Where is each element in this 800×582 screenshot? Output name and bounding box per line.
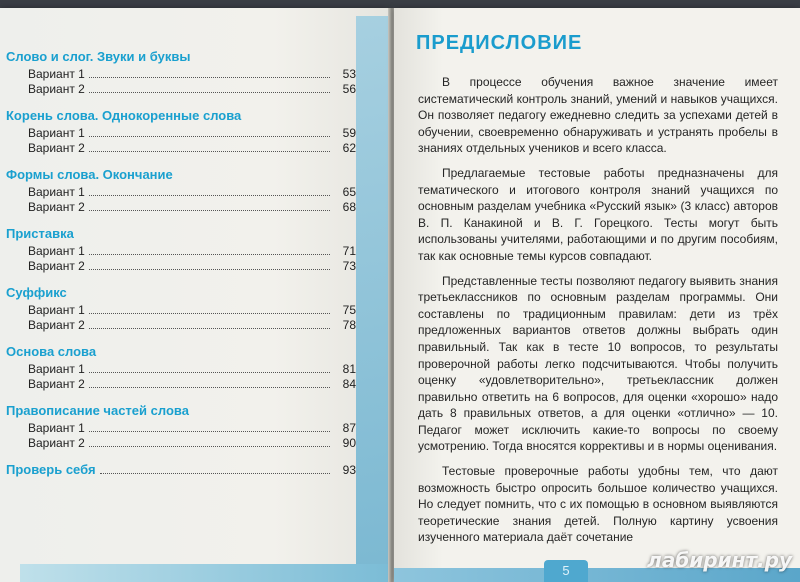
toc-leader xyxy=(89,269,330,270)
toc-entry xyxy=(6,318,356,333)
toc-section xyxy=(6,284,356,333)
toc-section-title: Формы слова. Окончание xyxy=(6,167,173,182)
toc-entry xyxy=(6,126,356,141)
toc-section-title: Приставка xyxy=(6,226,74,241)
page-number: 5 xyxy=(544,560,588,582)
toc-page-number: 68 xyxy=(342,200,356,214)
toc-entry-label: Вариант 1 xyxy=(28,244,85,258)
toc-page-number: 90 xyxy=(342,436,356,450)
toc-leader xyxy=(100,473,330,474)
toc-page-number: 93 xyxy=(342,463,356,477)
paragraph: В процессе обучения важное значение имеет систематический контроль знаний, умений и навыков учащихся. Он позволяет педагогу ежедневно следить за успехами детей в обучении, своевременно обнаруживать и устранять пробелы в знаниях отдельных учеников и всего класса. xyxy=(418,75,778,156)
toc-page-number: 53 xyxy=(342,67,356,81)
toc-leader xyxy=(89,387,330,388)
toc-entry-label: Вариант 2 xyxy=(28,141,85,155)
toc-leader xyxy=(89,195,330,196)
toc-entry-label: Вариант 2 xyxy=(28,436,85,450)
toc-entry-label: Вариант 1 xyxy=(28,362,85,376)
toc-leader xyxy=(89,431,330,432)
toc-entry xyxy=(6,141,356,156)
toc-page-number: 78 xyxy=(342,318,356,332)
toc-section-title: Слово и слог. Звуки и буквы xyxy=(6,49,191,64)
table-of-contents xyxy=(6,48,356,490)
toc-section-title: Проверь себя xyxy=(6,462,96,477)
toc-leader xyxy=(89,210,330,211)
page-title: ПРЕДИСЛОВИЕ xyxy=(416,32,583,54)
toc-entry xyxy=(6,362,356,377)
toc-section xyxy=(6,343,356,392)
toc-leader xyxy=(89,446,330,447)
toc-page-number: 84 xyxy=(342,377,356,391)
toc-section xyxy=(6,166,356,215)
toc-entry-label: Вариант 1 xyxy=(28,421,85,435)
toc-leader xyxy=(89,77,330,78)
toc-entry-label: Вариант 2 xyxy=(28,377,85,391)
toc-leader xyxy=(89,313,330,314)
toc-entry-label: Вариант 1 xyxy=(28,67,85,81)
left-page-bottom-frame xyxy=(20,564,390,582)
toc-section xyxy=(6,48,356,97)
toc-section xyxy=(6,225,356,274)
paragraph: Тестовые проверочные работы удобны тем, что дают возможность быстро опросить большое количество учащихся. Но следует помнить, что с их помощью в основном выявляются теоретические знания детей. Полную картину усвоения изученного материала даёт сочетание xyxy=(418,464,778,545)
toc-section xyxy=(6,107,356,156)
toc-leader xyxy=(89,254,330,255)
toc-entry xyxy=(6,436,356,451)
toc-section-title: Суффикс xyxy=(6,285,67,300)
toc-page-number: 75 xyxy=(342,303,356,317)
toc-page-number: 81 xyxy=(342,362,356,376)
toc-leader xyxy=(89,328,330,329)
toc-page-number: 73 xyxy=(342,259,356,273)
toc-section xyxy=(6,402,356,451)
toc-section-title: Корень слова. Однокоренные слова xyxy=(6,108,242,123)
toc-final-entry xyxy=(6,461,356,480)
toc-entry xyxy=(6,259,356,274)
toc-section-title: Правописание частей слова xyxy=(6,403,189,418)
left-page xyxy=(0,8,390,582)
toc-leader xyxy=(89,151,330,152)
toc-entry-label: Вариант 1 xyxy=(28,303,85,317)
toc-leader xyxy=(89,136,330,137)
toc-entry xyxy=(6,200,356,215)
toc-entry xyxy=(6,421,356,436)
toc-leader xyxy=(89,372,330,373)
toc-section-title: Основа слова xyxy=(6,344,97,359)
toc-entry-label: Вариант 1 xyxy=(28,185,85,199)
toc-entry-label: Вариант 2 xyxy=(28,318,85,332)
toc-entry xyxy=(6,185,356,200)
toc-entry-label: Вариант 2 xyxy=(28,259,85,273)
toc-entry xyxy=(6,303,356,318)
toc-page-number: 59 xyxy=(342,126,356,140)
left-page-blue-frame xyxy=(356,16,390,582)
toc-page-number: 56 xyxy=(342,82,356,96)
toc-entry-label: Вариант 2 xyxy=(28,200,85,214)
toc-entry xyxy=(6,82,356,97)
toc-entry-label: Вариант 1 xyxy=(28,126,85,140)
toc-page-number: 65 xyxy=(342,185,356,199)
toc-leader xyxy=(89,92,330,93)
toc-entry-label: Вариант 2 xyxy=(28,82,85,96)
paragraph: Предлагаемые тестовые работы предназначены для тематического и итогового контроля знаний учащихся по основным разделам учебника «Русский язык» (3 класс) авторов В. П. Канакиной и В. Г. Горецкого. Тесты могут быть использованы учителями, работающими и по другим пособиям, так как основные темы курсов совпадают. xyxy=(418,165,778,263)
toc-page-number: 62 xyxy=(342,141,356,155)
watermark: лабиринт.ру xyxy=(647,548,792,572)
toc-page-number: 71 xyxy=(342,244,356,258)
toc-page-number: 87 xyxy=(342,421,356,435)
paragraph: Представленные тесты позволяют педагогу выявить знания третьеклассников по основным разделам программы. Они составлены по традиционным правилам: дети из трёх предложенных вариантов ответов должны выбрать один правильный. Так как в тесте 10 вопросов, то результаты проверочной работы легко подсчитываются. Чтобы получить оценку «удовлетворительно», третьеклассник должен правильно ответить на 6 вопросов, для оценки «хорошо» надо дать 8 правильных ответов, а для оценки «отлично» — 10. Педагог может исключить какие-то вопросы по своему усмотрению. Тогда вносятся коррективы и в нормы оценивания. xyxy=(418,273,778,454)
preface-text xyxy=(418,74,778,554)
toc-entry xyxy=(6,377,356,392)
toc-entry xyxy=(6,67,356,82)
right-page xyxy=(394,8,800,582)
toc-entry xyxy=(6,244,356,259)
